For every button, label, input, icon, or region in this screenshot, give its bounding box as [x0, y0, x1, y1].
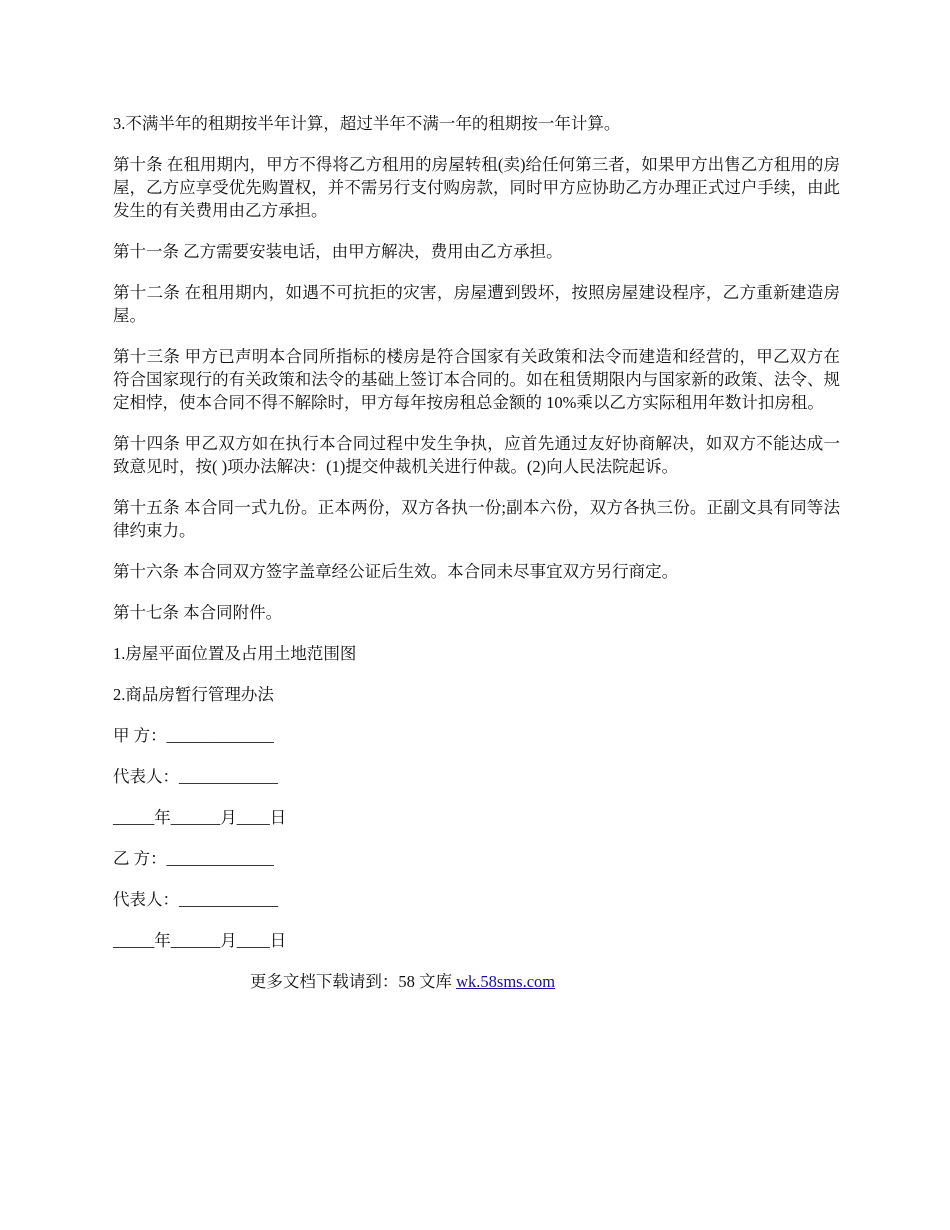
party-b-representative-line: 代表人：____________	[113, 890, 278, 909]
party-a-line: 甲 方：_____________	[113, 726, 274, 745]
clause-10: 第十条 在租用期内，甲方不得将乙方租用的房屋转租(卖)给任何第三者，如果甲方出售乙方租用的房屋，乙方应享受优先购置权，并不需另行支付购房款，同时甲方应协助乙方办理正式过户手续，由此发生的有关费用由乙方承担。	[113, 155, 840, 220]
clause-17: 第十七条 本合同附件。	[113, 603, 283, 622]
clause-11: 第十一条 乙方需要安装电话，由甲方解决，费用由乙方承担。	[113, 242, 563, 261]
download-footer	[0, 970, 950, 993]
clause-16: 第十六条 本合同双方签字盖章经公证后生效。本合同未尽事宜双方另行商定。	[113, 562, 679, 581]
document-page	[113, 112, 840, 993]
clause-12: 第十二条 在租用期内，如遇不可抗拒的灾害，房屋遭到毁坏，按照房屋建设程序，乙方重新建造房屋。	[113, 283, 840, 325]
attachment-2: 2.商品房暂行管理办法	[113, 685, 274, 704]
party-b-date-line: _____年______月____日	[113, 931, 287, 950]
footer-link[interactable]: wk.58sms.com	[456, 972, 556, 991]
footer-text: 更多文档下载请到：58 文库	[249, 972, 457, 991]
clause-15: 第十五条 本合同一式九份。正本两份，双方各执一份;副本六份，双方各执三份。正副文具有同等法律约束力。	[113, 498, 840, 540]
party-b-line: 乙 方：_____________	[113, 849, 274, 868]
party-a-date-line: _____年______月____日	[113, 808, 287, 827]
party-a-representative-line: 代表人：____________	[113, 767, 278, 786]
clause-13: 第十三条 甲方已声明本合同所指标的楼房是符合国家有关政策和法令而建造和经营的，甲乙双方在符合国家现行的有关政策和法令的基础上签订本合同的。如在租赁期限内与国家新的政策、法令、规定相悖，使本合同不得不解除时，甲方每年按房租总金额的 10%乘以乙方实际租用年数计扣房租。	[113, 347, 840, 412]
clause-3-note: 3.不满半年的租期按半年计算，超过半年不满一年的租期按一年计算。	[113, 114, 621, 133]
clause-14: 第十四条 甲乙双方如在执行本合同过程中发生争执，应首先通过友好协商解决，如双方不能达成一致意见时，按( )项办法解决：(1)提交仲裁机关进行仲裁。(2)向人民法院起诉。	[113, 434, 840, 476]
attachment-1: 1.房屋平面位置及占用土地范围图	[113, 644, 357, 663]
